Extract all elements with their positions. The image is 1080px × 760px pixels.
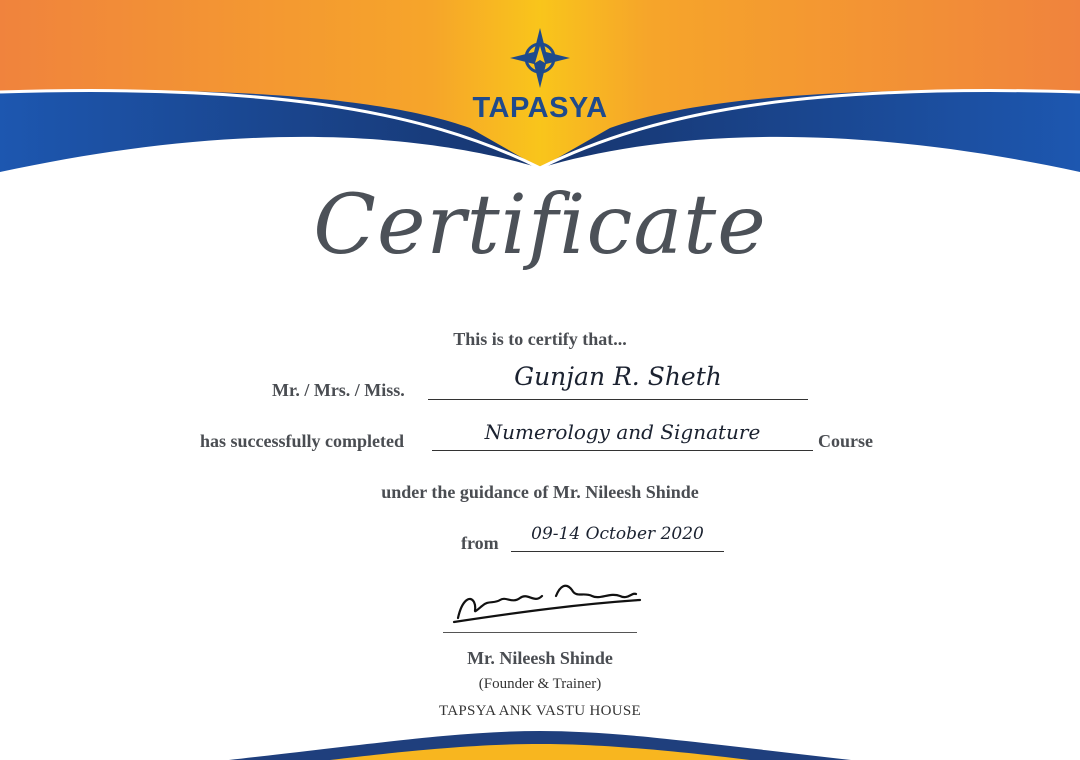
intro-text: This is to certify that... (453, 329, 627, 349)
course-suffix: Course (818, 431, 873, 451)
course-name: Numerology and Signature (484, 420, 761, 444)
completed-label: has successfully completed (200, 431, 404, 451)
signature-graphic (454, 586, 640, 622)
name-underline (428, 399, 808, 400)
signatory-name: Mr. Nileesh Shinde (467, 648, 613, 668)
certificate-title: Certificate (313, 178, 767, 273)
salutation-label: Mr. / Mrs. / Miss. (272, 380, 405, 400)
course-date: 09-14 October 2020 (531, 524, 704, 544)
date-underline (511, 551, 724, 552)
course-underline (432, 450, 813, 451)
signature-line (443, 632, 637, 633)
guidance-text: under the guidance of Mr. Nileesh Shinde (381, 482, 699, 502)
signatory-role: (Founder & Trainer) (478, 676, 602, 692)
brand-name: TAPASYA (472, 92, 608, 124)
from-label: from (461, 533, 499, 553)
organization-name: TAPSYA ANK VASTU HOUSE (439, 703, 641, 719)
recipient-name: Gunjan R. Sheth (514, 362, 722, 391)
